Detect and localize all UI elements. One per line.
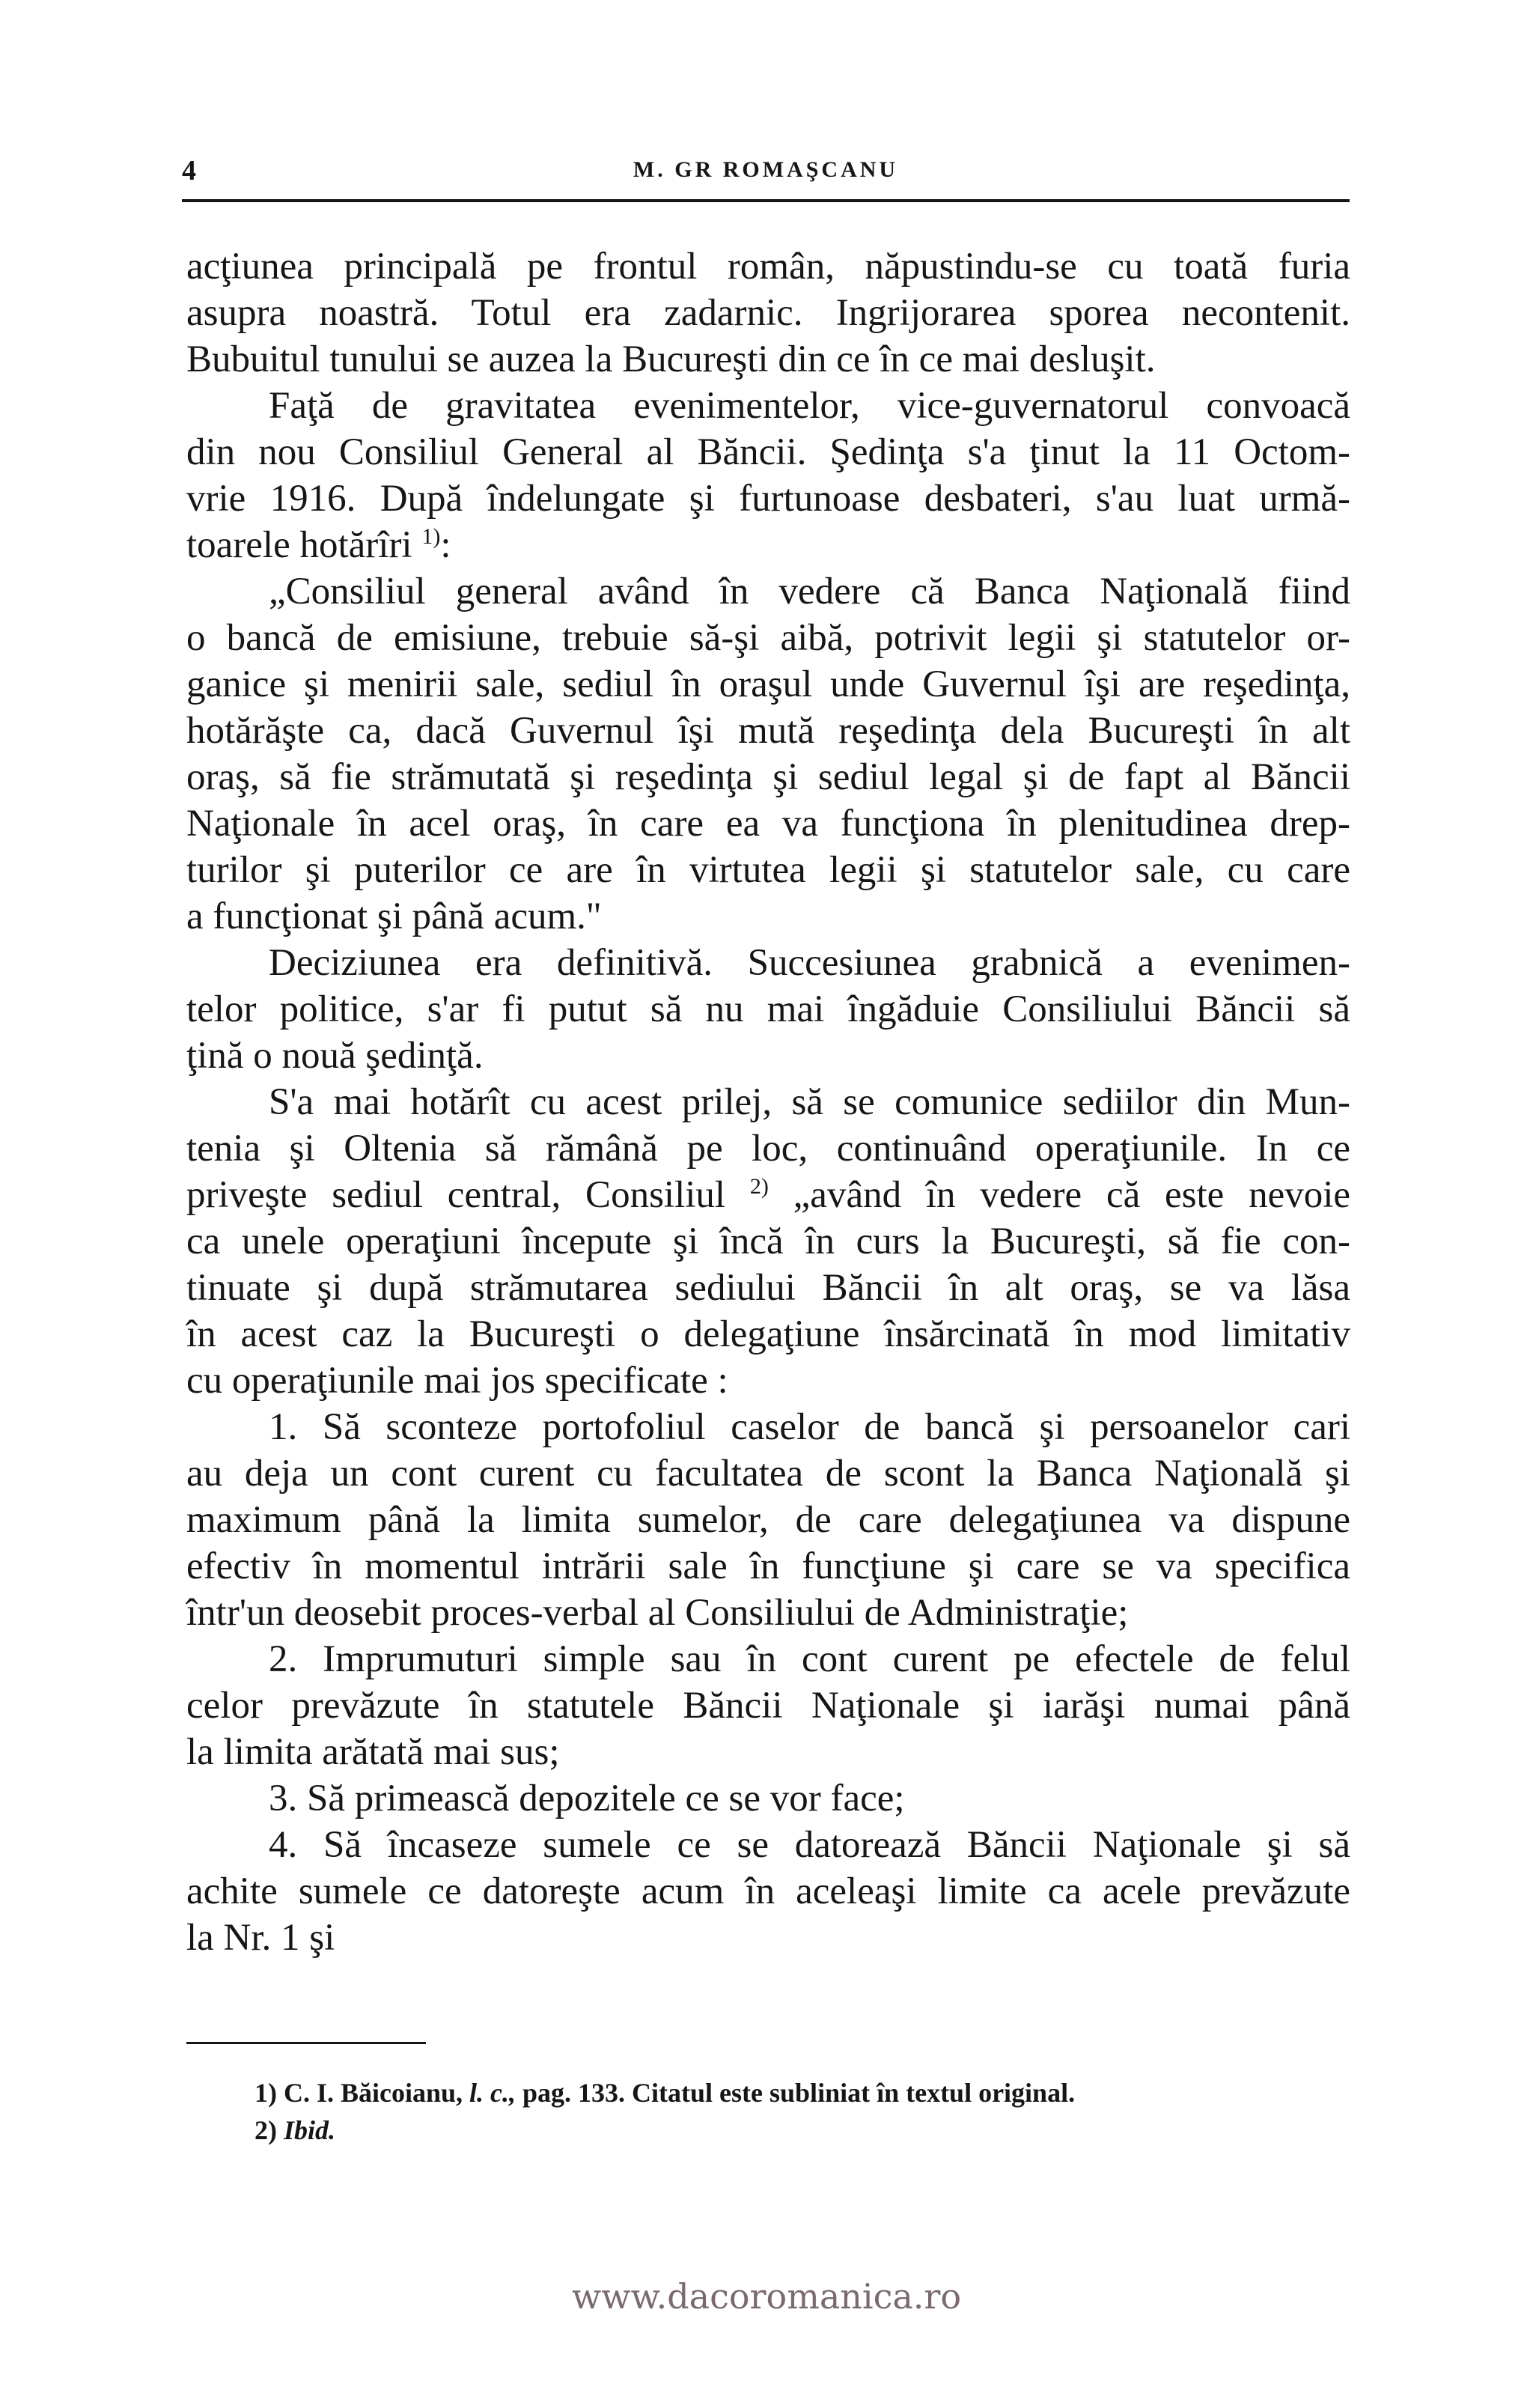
text-line: cu operaţiunile mai jos specificate : [186, 1360, 728, 1402]
text-line: tenia şi Oltenia să rămână pe loc, continuând operaţiunile. In ce [186, 1128, 1350, 1170]
text-line: ganice şi menirii sale, sediul în oraşul unde Guvernul îşi are reşedinţa, [186, 663, 1350, 705]
text-line: la Nr. 1 şi [186, 1917, 335, 1959]
page-header [182, 154, 1350, 199]
running-title: M. GR ROMAŞCANU [633, 157, 899, 182]
text-line: 3. Să primească depozitele ce se vor face; [269, 1778, 905, 1819]
text-line: Faţă de gravitatea evenimentelor, vice-guvernatorul convoacă [269, 385, 1350, 427]
text-fragment: „având în vedere că este nevoie [793, 1174, 1351, 1216]
text-line: S'a mai hotărît cu acest prilej, să se comunice sediilor din Mun- [269, 1081, 1350, 1123]
text-line: asupra noastră. Totul era zadarnic. Ingrijorarea sporea necontenit. [186, 292, 1350, 334]
text-line: 2. Imprumuturi simple sau în cont curent pe efectele de felul [269, 1638, 1350, 1680]
footnote-marker: 1) [255, 2078, 277, 2108]
text-line: achite sumele ce datoreşte acum în aceleaşi limite ca acele prevăzute [186, 1870, 1350, 1912]
footnotes [255, 2074, 1347, 2149]
text-line: într'un deosebit proces-verbal al Consiliului de Administraţie; [186, 1592, 1129, 1634]
text-line: o bancă de emisiune, trebuie să-şi aibă, potrivit legii şi statutelor or- [186, 617, 1350, 659]
footnote-1 [255, 2074, 1347, 2111]
text-line: Deciziunea era definitivă. Succesiunea grabnică a evenimen- [269, 942, 1350, 984]
text-line: a funcţionat şi până acum." [186, 896, 602, 937]
footnote-text: pag. 133. Citatul este subliniat în textul original. [522, 2078, 1076, 2108]
text-line: 1. Să sconteze portofoliul caselor de bancă şi persoanelor cari [269, 1406, 1350, 1448]
header-rule [182, 199, 1350, 202]
text-fragment: toarele hotărîri [186, 524, 412, 566]
text-line: din nou Consiliul General al Băncii. Şedinţa s'a ţinut la 11 Octom- [186, 431, 1350, 473]
text-line: hotărăşte ca, dacă Guvernul îşi mută reşedinţa dela Bucureşti în alt [186, 710, 1350, 752]
text-line: 4. Să încaseze sumele ce se datorează Băncii Naţionale şi să [269, 1824, 1350, 1866]
footnote-reference-2: 2) [749, 1174, 769, 1199]
text-fragment: : [440, 524, 451, 566]
text-line: „Consiliul general având în vedere că Banca Naţională fiind [269, 571, 1350, 612]
text-line: acţiunea principală pe frontul român, năpustindu-se cu toată furia [186, 246, 1350, 288]
footnote-reference-1: 1) [421, 524, 441, 549]
text-line: Naţionale în acel oraş, în care ea va funcţiona în plenitudinea drep- [186, 803, 1350, 845]
text-line: telor politice, s'ar fi putut să nu mai îngăduie Consiliului Băncii să [186, 988, 1350, 1030]
body-text [186, 243, 1350, 1961]
watermark-url: www.dacoromanica.ro [571, 2276, 962, 2317]
text-fragment: priveşte sediul central, Consiliul [186, 1174, 726, 1216]
footnote-text: Ibid. [284, 2115, 336, 2145]
text-line [186, 1172, 1350, 1218]
footnote-loc-cit: l. c., [469, 2078, 516, 2108]
text-line: la limita arătată mai sus; [186, 1731, 560, 1773]
text-line: Bubuitul tunului se auzea la Bucureşti din ce în ce mai desluşit. [186, 338, 1156, 380]
footnote-marker: 2) [255, 2115, 277, 2145]
text-line: celor prevăzute în statutele Băncii Naţionale şi iarăşi numai până [186, 1685, 1350, 1727]
footnote-2 [255, 2111, 1347, 2149]
footnote-author: C. I. Băicoianu, [284, 2078, 463, 2108]
text-line: vrie 1916. După îndelungate şi furtunoase desbateri, s'au luat urmă- [186, 478, 1350, 520]
text-line: ca unele operaţiuni începute şi încă în curs la Bucureşti, să fie con- [186, 1220, 1350, 1262]
text-line: în acest caz la Bucureşti o delegaţiune însărcinată în mod limitativ [186, 1313, 1350, 1355]
text-line: turilor şi puterilor ce are în virtutea legii şi statutelor sale, cu care [186, 849, 1350, 891]
text-line: efectiv în momentul intrării sale în funcţiune şi care se va specifica [186, 1545, 1350, 1587]
text-line: tinuate şi după strămutarea sediului Băncii în alt oraş, se va lăsa [186, 1267, 1350, 1309]
page-number: 4 [182, 155, 196, 186]
text-line: maximum până la limita sumelor, de care delegaţiunea va dispune [186, 1499, 1350, 1541]
text-line: au deja un cont curent cu facultatea de scont la Banca Naţională şi [186, 1453, 1350, 1495]
text-line: oraş, să fie strămutată şi reşedinţa şi sediul legal şi de fapt al Băncii [186, 756, 1350, 798]
text-line [186, 522, 1350, 568]
footnote-rule [186, 2042, 426, 2044]
text-line: ţină o nouă şedinţă. [186, 1035, 484, 1077]
